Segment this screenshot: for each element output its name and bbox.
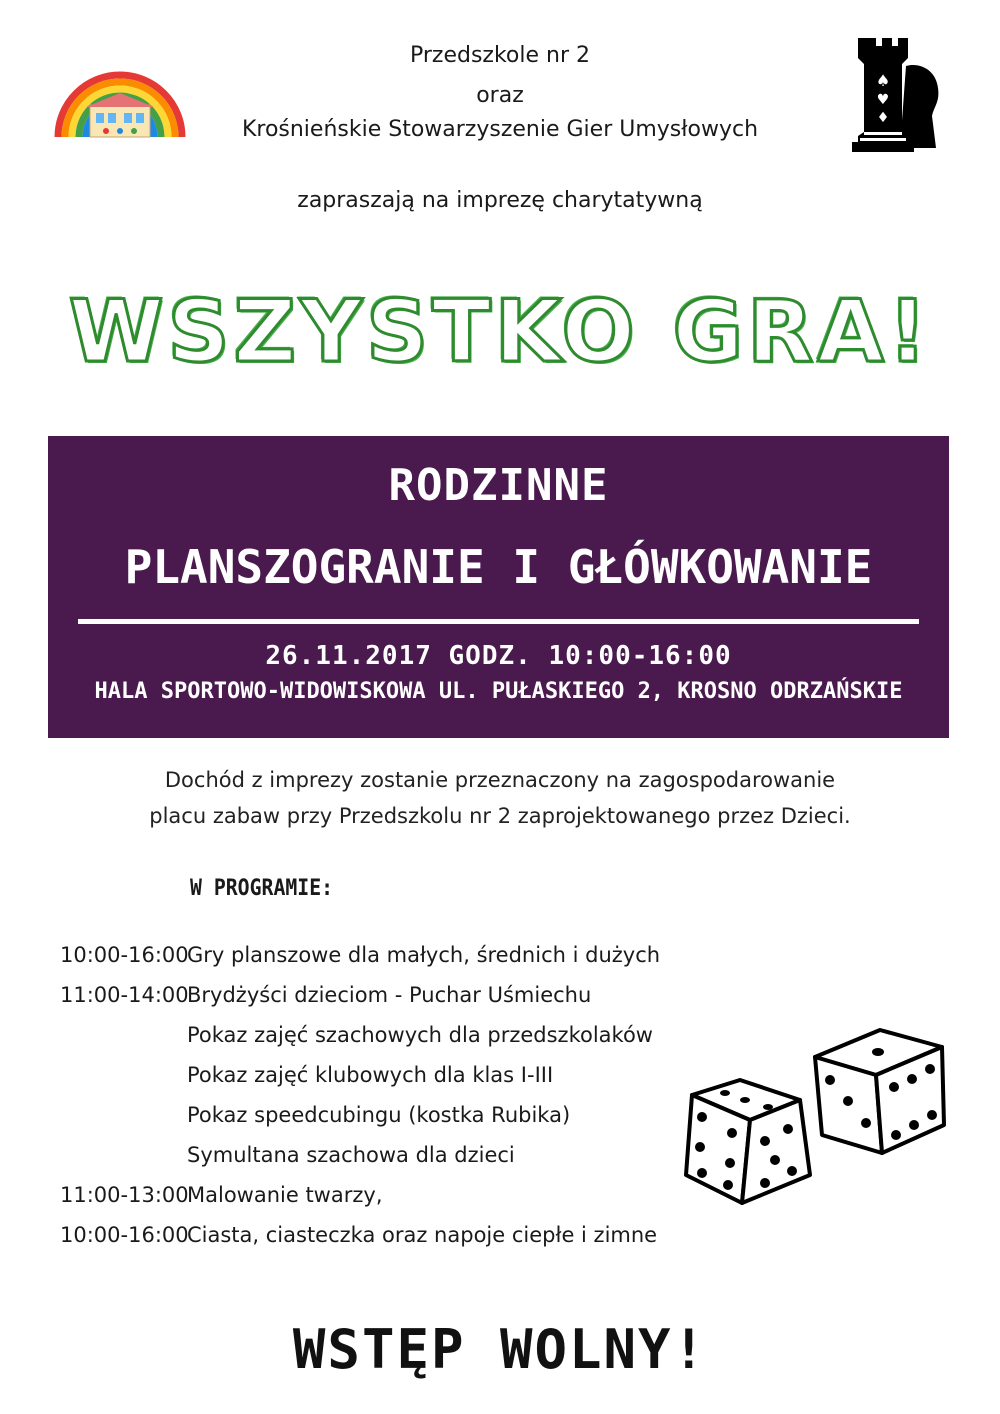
program-item — [60, 1135, 740, 1175]
svg-text:♦: ♦ — [876, 110, 890, 126]
program-item — [60, 1095, 740, 1135]
program-item-time: 11:00-13:00 — [60, 1183, 189, 1207]
program-item — [60, 1015, 740, 1055]
program-item-desc: Ciasta, ciasteczka oraz napoje ciepłe i zimne — [187, 1223, 658, 1247]
info-line-2: placu zabaw przy Przedszkolu nr 2 zaprojektowanego przez Dzieci. — [149, 804, 851, 828]
svg-text:♠: ♠ — [875, 71, 891, 90]
event-banner — [48, 436, 949, 738]
dice-icon — [680, 1025, 950, 1210]
program-title: W PROGRAMIE: — [190, 876, 334, 901]
program-item — [60, 975, 740, 1015]
banner-title-line-1: RODZINNE — [388, 460, 609, 511]
svg-text:♥: ♥ — [876, 92, 890, 108]
program-item — [60, 935, 740, 975]
banner-title-line-2: PLANSZOGRANIE I GŁÓWKOWANIE — [124, 540, 873, 594]
headline-title: WSZYSTKO GRA! — [68, 282, 932, 382]
program-item-desc: Pokaz speedcubingu (kostka Rubika) — [187, 1103, 571, 1127]
program-item-time: 11:00-14:00 — [60, 983, 189, 1007]
free-entry-footer: WSTĘP WOLNY! — [292, 1318, 708, 1381]
event-date: 26.11.2017 GODZ. 10:00-16:00 — [265, 641, 732, 671]
organizer-line-3: Krośnieńskie Stowarzyszenie Gier Umysłowych — [241, 117, 759, 142]
program-item — [60, 1055, 740, 1095]
event-venue: HALA SPORTOWO-WIDOWISKOWA UL. PUŁASKIEGO 2, KROSNO ODRZAŃSKIE — [94, 679, 903, 704]
info-line-1: Dochód z imprezy zostanie przeznaczony na zagospodarowanie — [164, 768, 836, 792]
program-item-desc: Gry planszowe dla małych, średnich i dużych — [187, 943, 661, 967]
program-item-desc: Brydżyści dzieciom - Puchar Uśmiechu — [187, 983, 592, 1007]
program-item-desc: Pokaz zajęć klubowych dla klas I-III — [187, 1063, 554, 1087]
program-item-time: 10:00-16:00 — [60, 943, 189, 967]
program-item — [60, 1175, 740, 1215]
program-item-time: 10:00-16:00 — [60, 1223, 189, 1247]
organizer-line-2: oraz — [476, 83, 524, 108]
program-list — [60, 935, 740, 1255]
banner-divider — [78, 619, 919, 624]
program-item — [60, 1215, 740, 1255]
program-item-desc: Symultana szachowa dla dzieci — [187, 1143, 515, 1167]
program-item-desc: Pokaz zajęć szachowych dla przedszkolaków — [187, 1023, 653, 1047]
invite-line: zapraszają na imprezę charytatywną — [297, 188, 703, 213]
program-item-desc: Malowanie twarzy, — [187, 1183, 383, 1207]
organizer-line-1: Przedszkole nr 2 — [409, 43, 591, 68]
